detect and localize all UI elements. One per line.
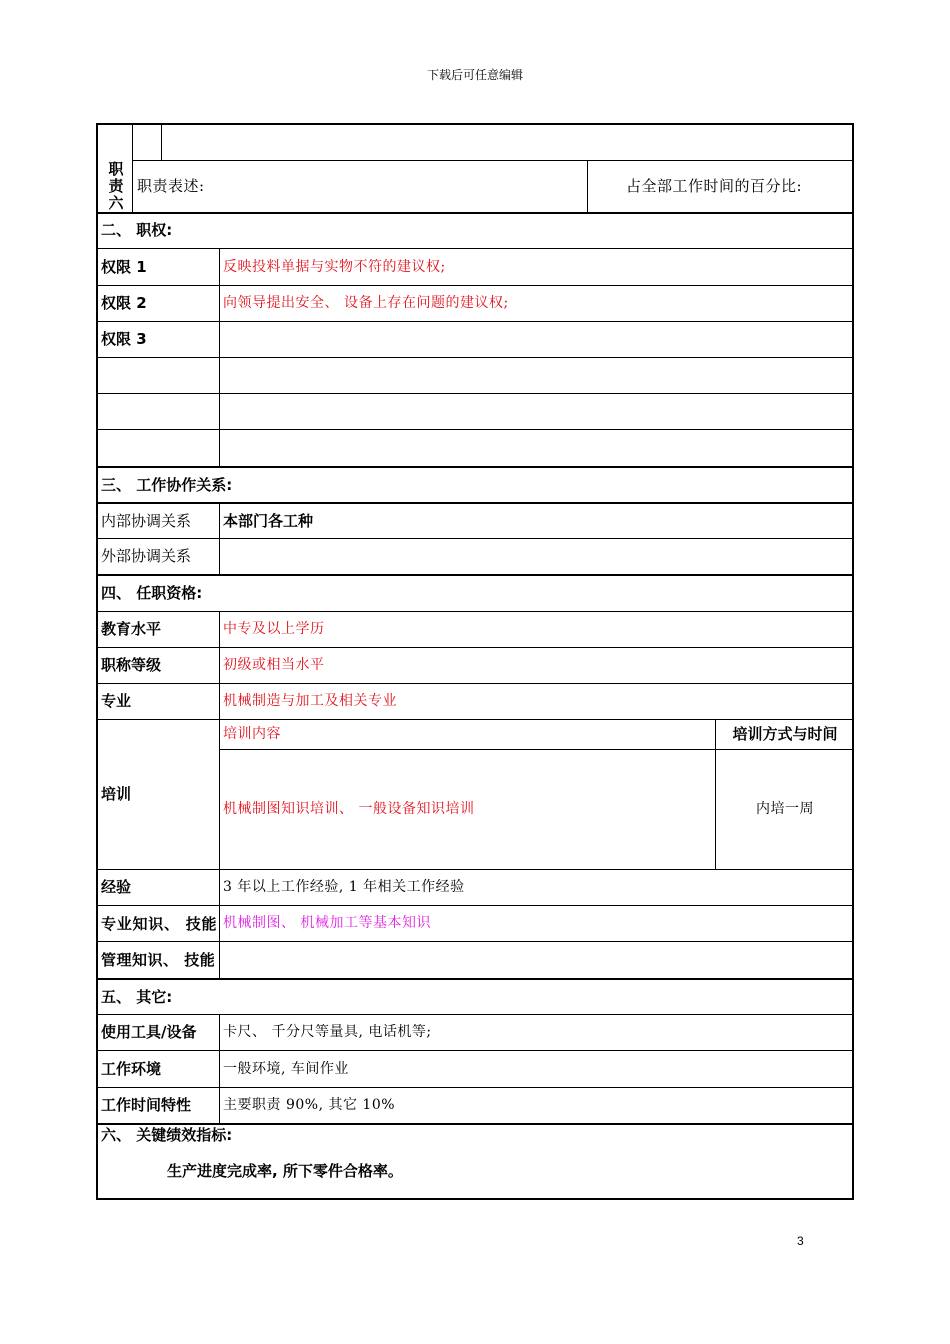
experience-label: 经验 (101, 878, 132, 896)
mgmt-skill-label: 管理知识、 技能 (101, 951, 216, 969)
training-content-header: 培训内容 (223, 726, 281, 742)
internal-coordination-label: 内部协调关系 (101, 511, 192, 530)
pro-skill-value: 机械制图、 机械加工等基本知识 (223, 915, 431, 931)
authority-2-label: 权限 2 (101, 294, 147, 312)
work-env-label: 工作环境 (101, 1059, 162, 1078)
page-header: 下载后可任意编辑 (426, 68, 523, 82)
pro-skill-label: 专业知识、 技能 (101, 914, 217, 933)
work-time-label: 工作时间特性 (101, 1096, 192, 1114)
title-level-value: 初级或相当水平 (223, 657, 325, 673)
tools-label: 使用工具/设备 (101, 1023, 197, 1041)
title-level-label: 职称等级 (101, 656, 162, 674)
internal-coordination-value: 本部门各工种 (223, 511, 314, 530)
education-label: 教育水平 (101, 620, 162, 638)
experience-value: 3 年以上工作经验, 1 年相关工作经验 (223, 879, 465, 895)
authority-section-title: 二、 职权: (101, 221, 173, 239)
major-value: 机械制造与加工及相关专业 (223, 693, 397, 709)
training-label: 培训 (101, 785, 132, 803)
tools-value: 卡尺、 千分尺等量具, 电话机等; (223, 1024, 432, 1040)
other-section-title: 五、 其它: (101, 987, 173, 1006)
external-coordination-label: 外部协调关系 (101, 547, 192, 565)
training-method-header: 培训方式与时间 (732, 725, 838, 743)
job-description-form (96, 123, 854, 1200)
training-method-value: 内培一周 (756, 801, 814, 817)
authority-2-value: 向领导提出安全、 设备上存在问题的建议权; (223, 295, 509, 311)
page-number: 3 (797, 1234, 804, 1248)
qualifications-section-title: 四、 任职资格: (101, 584, 203, 602)
time-share-label: 占全部工作时间的百分比: (626, 177, 803, 195)
authority-3-label: 权限 3 (101, 330, 147, 348)
training-content-value: 机械制图知识培训、 一般设备知识培训 (223, 801, 475, 817)
duty-description-label: 职责表述: (137, 177, 205, 195)
authority-1-value: 反映投料单据与实物不符的建议权; (223, 258, 446, 275)
work-time-value: 主要职责 90%, 其它 10% (223, 1097, 396, 1113)
education-value: 中专及以上学历 (223, 621, 325, 637)
major-label: 专业 (101, 692, 132, 710)
kpi-section-title: 六、 关键绩效指标: (101, 1125, 233, 1144)
cooperation-section-title: 三、 工作协作关系: (101, 475, 233, 494)
kpi-value: 生产进度完成率, 所下零件合格率。 (167, 1161, 403, 1180)
authority-1-label: 权限 1 (101, 257, 147, 276)
work-env-value: 一般环境, 车间作业 (223, 1060, 349, 1077)
duty6-label: 职 责 六 (108, 160, 124, 212)
